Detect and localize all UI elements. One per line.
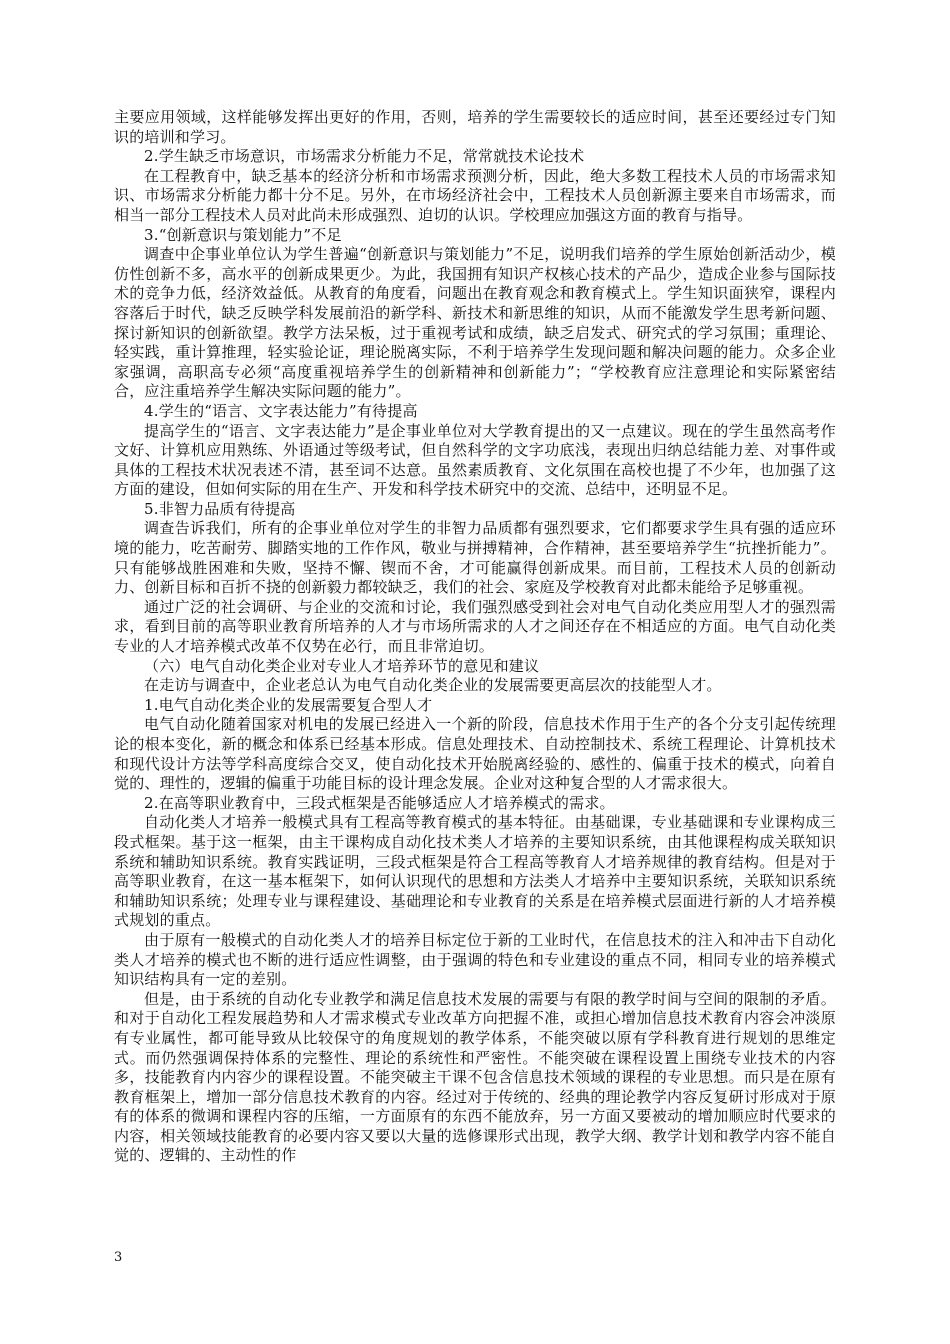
page-number: 3 — [114, 1250, 123, 1265]
section-heading: 1.电气自动化类企业的发展需要复合型人才 — [144, 695, 433, 714]
paragraph: 电气自动化随着国家对机电的发展已经进入一个新的阶段，信息技术作用于生产的各个分支引起传统理论的根本变化，新的概念和体系已经基本形成。信息处理技术、自动控制技术、系统工程理论、计算机技术和现代设计方法等学科高度综合交叉，使自动化技术开始脱离经验的、感性的、偏重于技术的模式，向着自觉的、理性的，逻辑的偏重于功能目标的设计理念发展。企业对这种复合型的人才需求很大。 — [114, 715, 836, 793]
paragraph: 在走访与调查中，企业老总认为电气自动化类企业的发展需要更高层次的技能型人才。 — [144, 676, 722, 695]
paragraph: 但是，由于系统的自动化专业教学和满足信息技术发展的需要与有限的教学时间与空间的限制的矛盾。和对于自动化工程发展趋势和人才需求模式专业改革方向把握不准，或担心增加信息技术教育内容会冲淡原有专业属性，都可能导致从比较保守的角度规划的教学体系，不能突破以原有学科教育进行规划的思维定式。而仍然强调保持体系的完整性、理论的系统性和严密性。不能突破在课程设置上围绕专业技术的内容多，技能教育内内容少的课程设置。不能突破主干课不包含信息技术领域的课程的专业思想。而只是在原有教育框架上，增加一部分信息技术教育的内容。经过对于传统的、经典的理论教学内容反复研讨形成对于原有的体系的微调和课程内容的压缩，一方面原有的东西不能放弃，另一方面又要被动的增加顺应时代要求的内容，相关领域技能教育的必要内容又要以大量的选修课形式出现，教学大纲、教学计划和教学内容不能自觉的、逻辑的、主动性的作 — [114, 989, 836, 1165]
section-heading: 2.学生缺乏市场意识，市场需求分析能力不足，常常就技术论技术 — [144, 147, 585, 166]
section-heading: 4.学生的“语言、文字表达能力”有待提高 — [144, 401, 418, 420]
document-body — [114, 108, 836, 1166]
paragraph: 由于原有一般模式的自动化类人才的培养目标定位于新的工业时代，在信息技术的注入和冲击下自动化类人才培养的模式也不断的进行适应性调整，由于强调的特色和专业建设的重点不同，相同专业的培养模式知识结构具有一定的差别。 — [114, 930, 836, 989]
section-heading: 5.非智力品质有待提高 — [144, 499, 296, 518]
section-heading: 2.在高等职业教育中，三段式框架是否能够适应人才培养模式的需求。 — [144, 793, 615, 812]
paragraph: 调查告诉我们，所有的企事业单位对学生的非智力品质都有强烈要求，它们都要求学生具有强的适应环境的能力，吃苦耐劳、脚踏实地的工作作风，敬业与拼搏精神，合作精神，甚至要培养学生“抗挫折能力”。只有能够战胜困难和失败，坚持不懈、锲而不舍，才可能赢得创新成果。而目前，工程技术人员的创新动力、创新目标和百折不挠的创新毅力都较缺乏，我们的社会、家庭及学校教育对此都未能给予足够重视。 — [114, 519, 836, 597]
paragraph: 自动化类人才培养一般模式具有工程高等教育模式的基本特征。由基础课，专业基础课和专业课构成三段式框架。基于这一框架，由主干课构成自动化技术类人才培养的主要知识系统，由其他课程构成关联知识系统和辅助知识系统。教育实践证明，三段式框架是符合工程高等教育人才培养规律的教育结构。但是对于高等职业教育，在这一基本框架下，如何认识现代的思想和方法类人才培养中主要知识系统，关联知识系统和辅助知识系统；处理专业与课程建设、基础理论和专业教育的关系是在培养模式层面进行新的人才培养模式规划的重点。 — [114, 813, 836, 930]
paragraph: 调查中企事业单位认为学生普遍“创新意识与策划能力”不足，说明我们培养的学生原始创新活动少，模仿性创新不多，高水平的创新成果更少。为此，我国拥有知识产权核心技术的产品少，造成企业参与国际技术的竞争力低，经济效益低。从教育的角度看，问题出在教育观念和教育模式上。学生知识面狭窄，课程内容落后于时代，缺乏反映学科发展前沿的新学科、新技术和新思维的知识，从而不能激发学生思考新问题、探讨新知识的创新欲望。教学方法呆板，过于重视考试和成绩，缺乏启发式、研究式的学习氛围；重理论、轻实践，重计算推理，轻实验论证，理论脱离实际，不利于培养学生发现问题和解决问题的能力。众多企业家强调，高职高专必须“高度重视培养学生的创新精神和创新能力”；“学校教育应注意理论和实际紧密结合，应注重培养学生解决实际问题的能力”。 — [114, 245, 836, 401]
section-heading: 3.“创新意识与策划能力”不足 — [144, 225, 342, 244]
paragraph: 通过广泛的社会调研、与企业的交流和讨论，我们强烈感受到社会对电气自动化类应用型人才的强烈需求，看到目前的高等职业教育所培养的人才与市场所需求的人才之间还存在不相适应的方面。电气自动化类专业的人才培养模式改革不仅势在必行，而且非常迫切。 — [114, 597, 836, 656]
paragraph: 主要应用领域，这样能够发挥出更好的作用，否则，培养的学生需要较长的适应时间，甚至还要经过专门知识的培训和学习。 — [114, 108, 836, 146]
section-heading: （六）电气自动化类企业对专业人才培养环节的意见和建议 — [144, 656, 540, 675]
paragraph: 在工程教育中，缺乏基本的经济分析和市场需求预测分析，因此，绝大多数工程技术人员的市场需求知识、市场需求分析能力都十分不足。另外，在市场经济社会中，工程技术人员创新源主要来自市场需求，而相当一部分工程技术人员对此尚未形成强烈、迫切的认识。学校理应加强这方面的教育与指导。 — [114, 166, 836, 224]
paragraph: 提高学生的“语言、文字表达能力”是企事业单位对大学教育提出的又一点建议。现在的学生虽然高考作文好、计算机应用熟练、外语通过等级考试，但自然科学的文字功底浅，表现出归纳总结能力差、对事件或具体的工程技术状况表述不清，甚至词不达意。虽然素质教育、文化氛围在高校也提了不少年，也加强了这方面的建设，但如何实际的用在生产、开发和科学技术研究中的交流、总结中，还明显不足。 — [114, 421, 836, 499]
